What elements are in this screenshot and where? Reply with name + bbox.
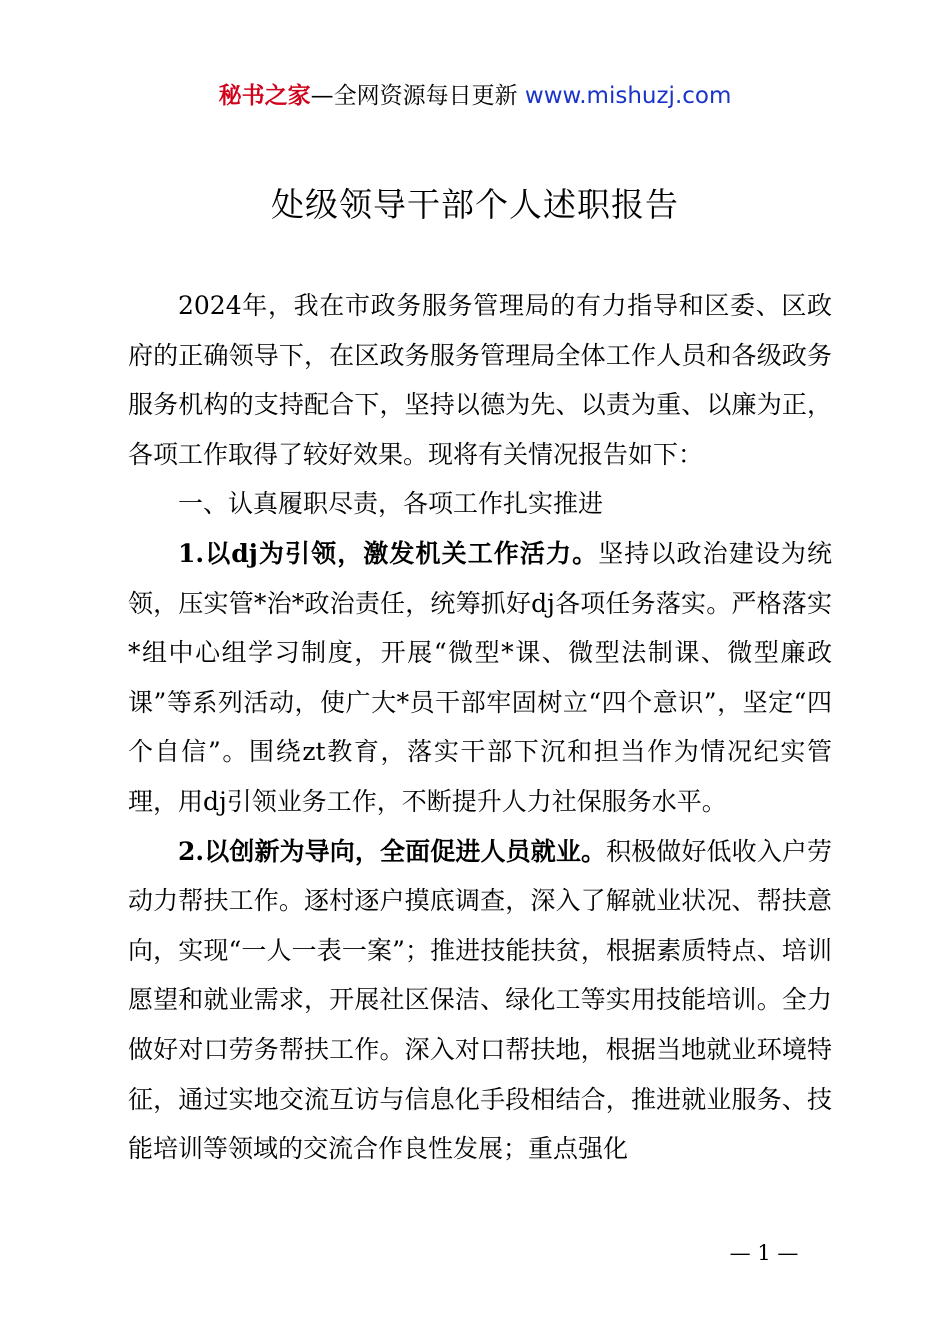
item-1-body: 坚持以政治建设为统领，压实管*治*政治责任，统筹抓好dj各项任务落实。严格落实*组中心组学习制度，开展“微型*课、微型法制课、微型廉政课”等系列活动，使广大*员干部牢固树立“四个意识”，坚定“四个自信”。围绕zt教育，落实干部下沉和担当作为情况纪实管理，用dj引领业务工作，不断提升人力社保服务水平。: [128, 538, 832, 816]
page-number: — 1 —: [729, 1241, 799, 1265]
site-tagline: —全网资源每日更新: [310, 83, 525, 109]
item-1-paragraph: [128, 529, 832, 827]
brand-name: 秘书之家: [218, 83, 311, 109]
item-2-lead: 2.以创新为导向，全面促进人员就业。: [178, 836, 607, 866]
site-header: [0, 80, 950, 112]
site-url-link[interactable]: www.mishuzj.com: [524, 83, 732, 109]
document-title: 处级领导干部个人述职报告: [271, 185, 679, 224]
document-body: [128, 281, 832, 1174]
item-2-body: 积极做好低收入户劳动力帮扶工作。逐村逐户摸底调查，深入了解就业状况、帮扶意向，实现“一人一表一案”；推进技能扶贫，根据素质特点、培训愿望和就业需求，开展社区保洁、绿化工等实用技能培训。全力做好对口劳务帮扶工作。深入对口帮扶地，根据当地就业环境特征，通过实地交流互访与信息化手段相结合，推进就业服务、技能培训等领域的交流合作良性发展；重点强化: [128, 836, 832, 1164]
item-1-lead: 1.以dj为引领，激发机关工作活力。: [178, 538, 599, 568]
intro-paragraph: 2024年，我在市政务服务管理局的有力指导和区委、区政府的正确领导下，在区政务服务管理局全体工作人员和各级政务服务机构的支持配合下，坚持以德为先、以责为重、以廉为正，各项工作取得了较好效果。现将有关情况报告如下：: [128, 291, 832, 469]
section-heading: 一、认真履职尽责，各项工作扎实推进: [178, 489, 604, 519]
item-2-paragraph: [128, 827, 832, 1174]
